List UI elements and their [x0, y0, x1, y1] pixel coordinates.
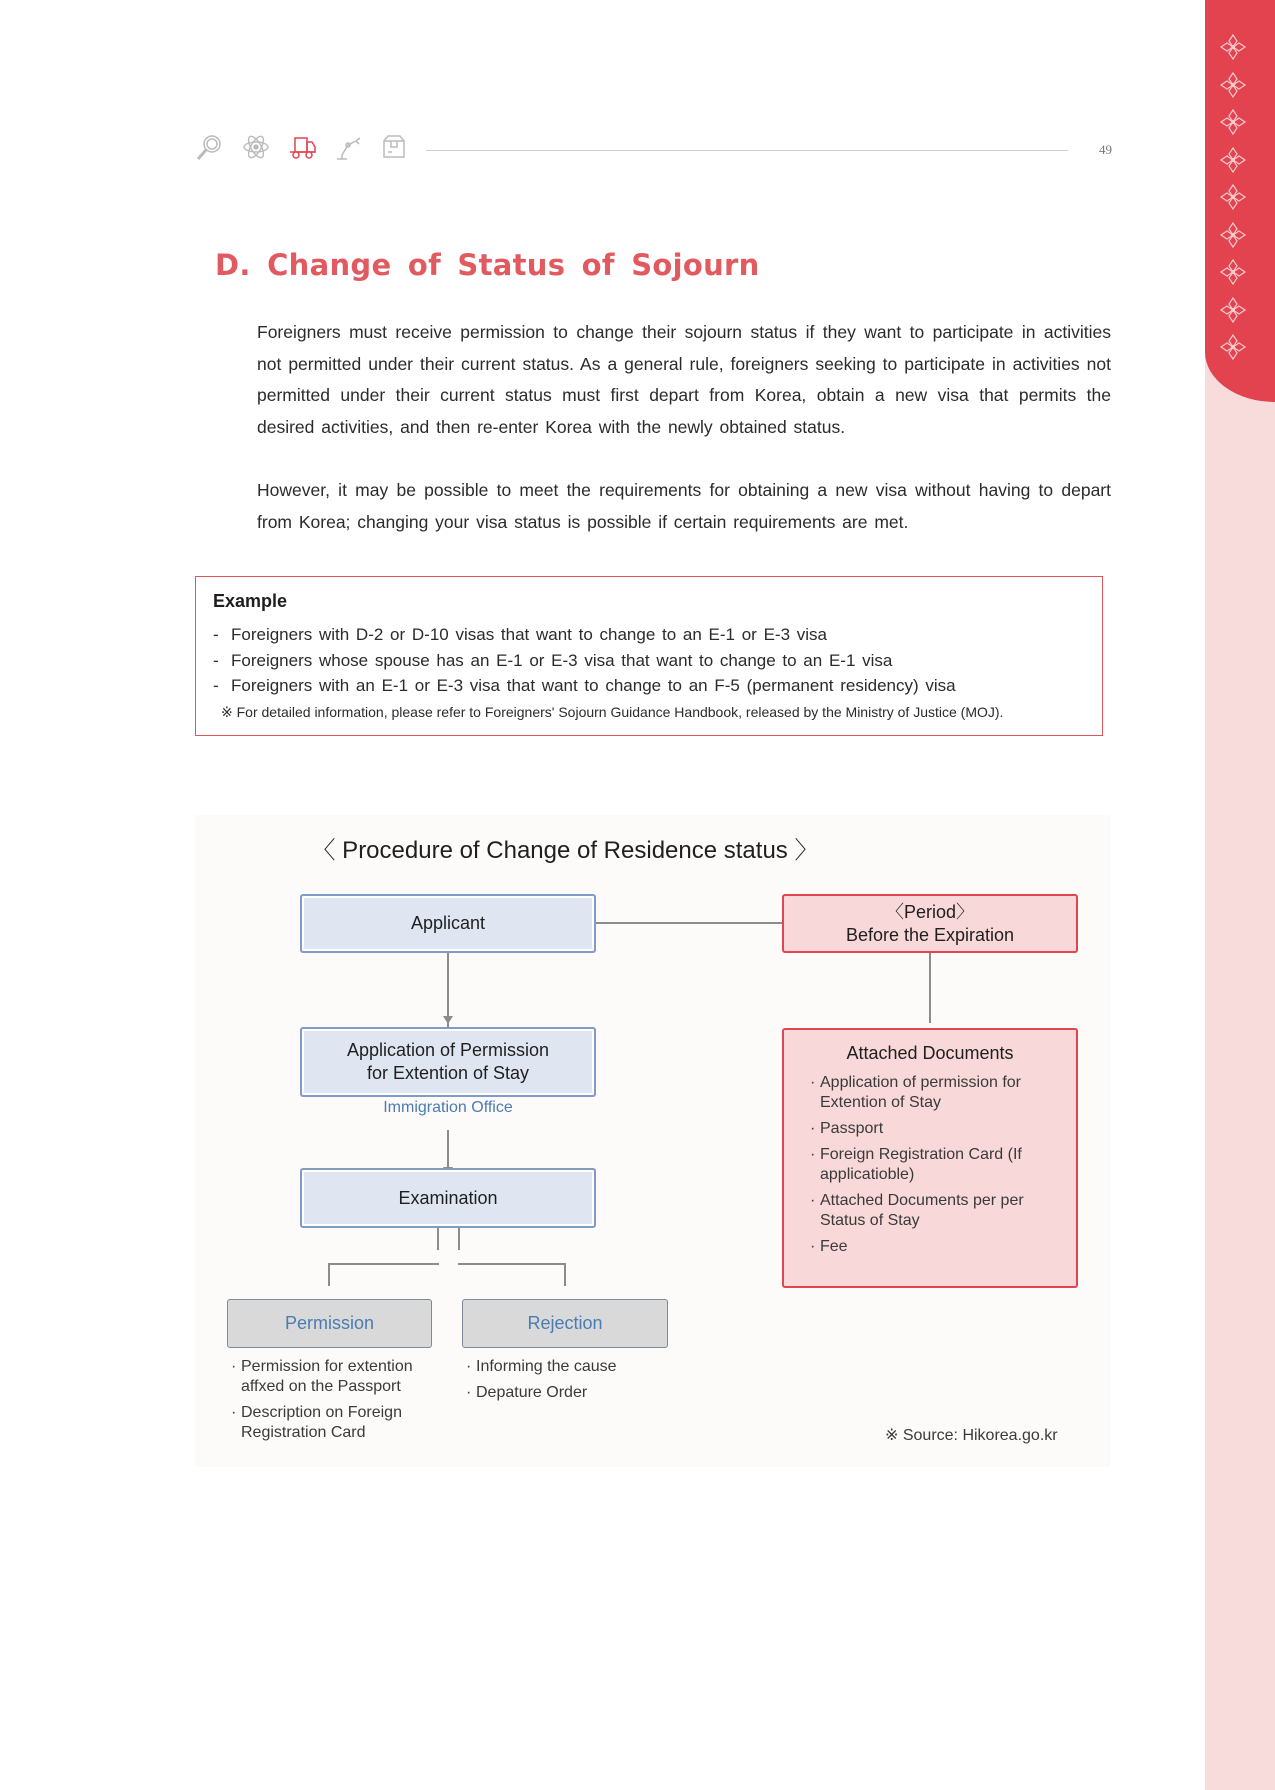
list-item: · Fee — [810, 1237, 1030, 1257]
truck-icon — [287, 132, 317, 162]
rejection-list — [466, 1357, 666, 1409]
section-title: D. Change of Status of Sojourn — [215, 248, 760, 282]
immigration-office-label: Immigration Office — [383, 1099, 513, 1116]
intro-paragraph-1: Foreigners must receive permission to change their sojourn status if they want to participate in activities not permitted under their current status. As a general rule, foreigners seeking to participate in activities not permitted under their current status must first depart from Korea, obtain a new visa that permits the desired activities, and then re-enter Korea with the newly obtained status. — [257, 322, 1111, 437]
ornament-icon — [1219, 333, 1247, 361]
rejection-box — [462, 1299, 668, 1348]
application-line-1: Application of Permission — [346, 1040, 550, 1060]
atom-icon — [241, 132, 271, 162]
example-item-text: Foreigners with an E-1 or E-3 visa that want to change to an F-5 (permanent residency) visa — [231, 676, 956, 695]
permission-box — [227, 1299, 432, 1348]
magnifier-icon — [195, 132, 225, 162]
ornament-icon — [1219, 146, 1247, 174]
connector-exam-permission-v1 — [437, 1226, 439, 1250]
example-item — [213, 622, 1085, 648]
box-icon — [379, 132, 409, 162]
list-item: · Depature Order — [466, 1383, 666, 1403]
ornament-icon — [1219, 183, 1247, 211]
intro-paragraph-2: However, it may be possible to meet the requirements for obtaining a new visa without having to depart from Korea; changing your visa status is possible if certain requirements are met. — [257, 480, 1111, 532]
connector-exam-permission-v2 — [328, 1263, 330, 1286]
example-item-text: Foreigners whose spouse has an E-1 or E-3 visa that want to change to an E-1 visa — [231, 650, 893, 670]
connector-period-docs — [929, 953, 931, 1023]
list-item: · Attached Documents per per Status of Stay — [810, 1191, 1030, 1231]
list-item: · Informing the cause — [466, 1357, 666, 1377]
period-box — [782, 894, 1078, 953]
dash-marker: - — [213, 650, 219, 670]
list-item: · Description on Foreign Registration Card — [231, 1403, 431, 1443]
list-item: · Application of permission for Extention of Stay — [810, 1073, 1030, 1113]
arrow-down-icon — [443, 1016, 453, 1024]
applicant-box — [300, 894, 596, 953]
connector-exam-rejection-v1 — [458, 1226, 460, 1250]
page-number: 49 — [1099, 142, 1112, 157]
examination-box — [300, 1168, 596, 1228]
robot-arm-icon — [333, 132, 363, 162]
procedure-diagram — [195, 815, 1110, 1467]
example-item-text: Foreigners with D-2 or D-10 visas that want to change to an E-1 or E-3 visa — [231, 625, 827, 644]
ornament-icon — [1219, 296, 1247, 324]
list-item: · Passport — [810, 1119, 1030, 1139]
header-icons — [195, 132, 409, 162]
attached-documents-box — [782, 1028, 1078, 1288]
application-line-2: for Extention of Stay — [366, 1063, 530, 1083]
example-item — [213, 673, 1085, 699]
ornament-icon — [1219, 71, 1247, 99]
example-box — [195, 576, 1103, 736]
application-box — [300, 1027, 596, 1097]
example-note: ※ For detailed information, please refer to Foreigners' Sojourn Guidance Handbook, released by the Ministry of Justice (MOJ). — [221, 703, 1004, 720]
diagram-title: 〈 Procedure of Change of Residence status 〉 — [311, 837, 819, 864]
dash-marker: - — [213, 625, 219, 644]
applicant-label: Applicant — [410, 913, 486, 933]
attached-documents-title: Attached Documents — [846, 1043, 1014, 1063]
ornament-icon — [1219, 221, 1247, 249]
rejection-label: Rejection — [527, 1313, 603, 1333]
list-item: · Permission for extention affxed on the Passport — [231, 1357, 431, 1397]
connector-exam-rejection-h — [458, 1263, 564, 1265]
ornament-icon — [1219, 108, 1247, 136]
header-rule — [426, 150, 1068, 151]
ornament-icon — [1219, 33, 1247, 61]
attached-documents-list — [794, 1073, 1030, 1257]
list-item: · Foreign Registration Card (If applicatioble) — [810, 1145, 1030, 1185]
permission-label: Permission — [284, 1313, 375, 1333]
example-title: Example — [213, 591, 288, 611]
dash-marker: - — [213, 676, 219, 695]
connector-exam-rejection-v2 — [564, 1263, 566, 1286]
period-label: 〈Period〉 — [885, 901, 975, 922]
permission-list — [231, 1357, 431, 1449]
example-item — [213, 648, 1085, 674]
examination-label: Examination — [398, 1187, 498, 1208]
connector-exam-permission-h — [328, 1263, 439, 1265]
period-text: Before the Expiration — [845, 924, 1015, 945]
source-note: ※ Source: Hikorea.go.kr — [885, 1427, 1058, 1444]
connector-applicant-period — [596, 922, 783, 924]
ornament-icon — [1219, 258, 1247, 286]
